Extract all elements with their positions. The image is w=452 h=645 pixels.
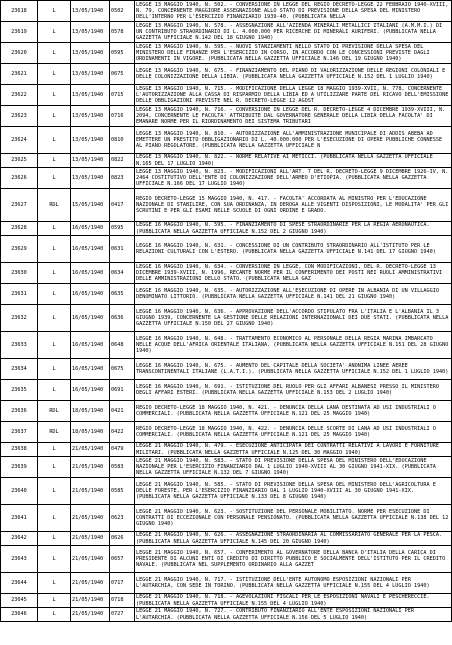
record-id-cell: 23627 xyxy=(1,189,38,222)
act-date-cell: 18/05/1940 xyxy=(71,401,110,422)
act-number-cell: 0636 xyxy=(110,305,135,332)
act-type-cell: L xyxy=(38,64,71,85)
table-row xyxy=(1,43,452,64)
table-row xyxy=(1,478,452,505)
record-id-cell: 23620 xyxy=(1,43,38,64)
act-date-cell: 13/05/1940 xyxy=(71,168,110,189)
act-number-cell: 0716 xyxy=(110,106,135,127)
act-date-cell: 13/05/1940 xyxy=(71,127,110,154)
act-description-cell: LEGGE 21 MAGGIO 1940, N. 717. - ISTITUZIONE DELL'ENTE AUTONOMO ESPOSIZIONI NAZIONALI PER L'AUTARCHIA, CON SEDE IN TORINO. (PUBBLICATA NELLA GAZZETTA UFFICIALE N.155 DEL 4 LUGLIO 1940) xyxy=(135,573,452,594)
act-type-cell: L xyxy=(38,573,71,594)
act-date-cell: 13/05/1940 xyxy=(71,22,110,43)
act-number-cell: 0631 xyxy=(110,236,135,263)
table-row xyxy=(1,573,452,594)
act-date-cell: 13/05/1940 xyxy=(71,154,110,168)
act-description-cell: LEGGE 21 MAGGIO 1940, N. 718. - AGEVOLAZIONI FISCALI PER LE ESPOSIZIONI NAVALI E PESCHERECCIE. (PUBBLICATA NELLA GAZZETTA UFFICIALE N.155 DEL 4 LUGLIO 1940) xyxy=(135,594,452,608)
act-date-cell: 21/05/1940 xyxy=(71,573,110,594)
record-id-cell: 23636 xyxy=(1,401,38,422)
table-row xyxy=(1,127,452,154)
act-date-cell: 16/05/1940 xyxy=(71,359,110,380)
act-date-cell: 16/05/1940 xyxy=(71,284,110,305)
act-number-cell: 0623 xyxy=(110,505,135,532)
act-type-cell: L xyxy=(38,532,71,546)
act-date-cell: 21/05/1940 xyxy=(71,505,110,532)
act-description-cell: LEGGE 21 MAGGIO 1940, N. 727. - CONTRIBUTO FINANZIARIO ALL'ENTE ESPOSIZIONI NAZIONALI PER L'AUTARCHIA. (PUBBLICATA NELLA GAZZETTA UFFICIALE N.156 DEL 5 LUGLIO 1940) xyxy=(135,608,452,622)
act-number-cell: 0648 xyxy=(110,332,135,359)
act-type-cell: L xyxy=(38,332,71,359)
table-row xyxy=(1,401,452,422)
record-id-cell: 23623 xyxy=(1,106,38,127)
act-description-cell: LEGGE 16 MAGGIO 1940, N. 634. - CONVERSIONE IN LEGGE, CON MODIFICAZIONI, DEL R. DECRETO-LEGGE 13 DICEMBRE 1939-XVIII, N. 1996, RECANTE NORME PER IL CONFERIMENTO DEI POSTI NEI RUOLI AMMINISTRATIVI DELLE AMMINISTRAZIONI DELLO STATO. (PUBBLICATA NELLA GAZ xyxy=(135,263,452,284)
act-number-cell: 0715 xyxy=(110,85,135,106)
record-id-cell: 23642 xyxy=(1,532,38,546)
act-number-cell: 0691 xyxy=(110,380,135,401)
record-id-cell: 23630 xyxy=(1,263,38,284)
table-row xyxy=(1,222,452,236)
record-id-cell: 23640 xyxy=(1,478,38,505)
act-date-cell: 13/05/1940 xyxy=(71,64,110,85)
act-type-cell: RDL xyxy=(38,422,71,443)
act-type-cell: L xyxy=(38,546,71,573)
act-date-cell: 16/05/1940 xyxy=(71,263,110,284)
record-id-cell: 23628 xyxy=(1,222,38,236)
act-description-cell: LEGGE 13 MAGGIO 1940, N. 502. - CONVERSIONE IN LEGGE DEL REGIO DECRETO-LEGGE 22 FEBBRAIO 1940-XVIII, N. 79, CONCERNENTE MAGGIORE ASSEGNAZIONE ALLO STATO DI PREVISIONE DELLA SPESA DEL MINISTERO DELL'INTERNO PER L'ESERCIZIO FINANZIARIO 1939-40. (PUBBLICATA NELLA xyxy=(135,1,452,22)
act-date-cell: 16/05/1940 xyxy=(71,222,110,236)
act-type-cell: RDL xyxy=(38,401,71,422)
record-id-cell: 23633 xyxy=(1,332,38,359)
act-date-cell: 18/05/1940 xyxy=(71,422,110,443)
act-type-cell: L xyxy=(38,380,71,401)
act-description-cell: LEGGE 13 MAGGIO 1940, N. 823. - MODIFICAZIONI ALL'ART. 7 DEL R. DECRETO-LEGGE 9 DICEMBRE 1926-IV, N. 2464 COSTITUTIVO DELL'ENTE DI COLONIZZAZIONE DELL'ARMEO D'ETIOPIA. (PUBBLICATA NELLA GAZZETTA UFFICIALE N.166 DEL 17 LUGLIO 1940) xyxy=(135,168,452,189)
act-type-cell: L xyxy=(38,443,71,457)
act-date-cell: 21/05/1940 xyxy=(71,608,110,622)
record-id-cell: 23626 xyxy=(1,168,38,189)
act-date-cell: 13/05/1940 xyxy=(71,43,110,64)
act-description-cell: LEGGE 21 MAGGIO 1940, N. 657. - CONFERIMENTO AL GOVERNATORE DELLA BANCA D'ITALIA DELLA CARICA DI PRESIDENTE DI ALCUNI ENTI DI CREDITO DI DIRITTO PUBBLICO E SOCIALMENTE DELL'ISTITUTO PER IL CREDITO NAVALE. (PUBBLICATA NEL SUPPLEMENTO ORDINARIO ALLA GAZZET xyxy=(135,546,452,573)
act-date-cell: 16/05/1940 xyxy=(71,380,110,401)
table-row xyxy=(1,22,452,43)
record-id-cell: 23618 xyxy=(1,1,38,22)
act-description-cell: LEGGE 21 MAGGIO 1940, N. 623. - SOSTITUZIONE DEL PERSONALE MOBILITATO. NORME PER ESECUZIONE DI CONTRATTI DI ECCEZIONALE CON PERSONALE PENSIONATO. (PUBBLICATA NELLA GAZZETTA UFFICIALE N.138 DEL 12 GIUGNO 1940) xyxy=(135,505,452,532)
act-description-cell: LEGGE 13 MAGGIO 1940, N. 715. - MODIFICAZIONE DELLA LEGGE 18 MAGGIO 1939-XVII, N. 778, CONCERNENTE L'AUTORIZZAZIONE ALLA CASSA DI RISPARMIO DELLA LIBIA ED A UTILIZZARE PARTE DEL RICAVO DELL'EMISSIONE DELLE OBBLIGAZIONI PREVISTE NEL R. DECRETO-LEGGE 12 AGOST xyxy=(135,85,452,106)
act-type-cell: RDL xyxy=(38,189,71,222)
act-description-cell: LEGGE 21 MAGGIO 1940, N. 583. - STATO DI PREVISIONE DELLA SPESA DEL MINISTERO DELL'EDUCAZIONE NAZIONALE PER L'ESERCIZIO FINANZIARIO DAL 1 LUGLIO 1940-XVIII AL 30 GIUGNO 1941-XIX. (PUBBLICATA NELLA GAZZETTA UFFICIALE N.132 DEL 7 GIUGNO 1940) xyxy=(135,457,452,478)
act-description-cell: LEGGE 13 MAGGIO 1940, N. 675. - FINANZIAMENTO DEL PIANO DI VALORIZZAZIONE DELLE REGIONI COLONIALI E DELLE COLONIZZAZIONE DELLA LIBIA. (PUBBLICATA NELLA GAZZETTA UFFICIALE N.152 DEL 1 LUGLIO 1940) xyxy=(135,64,452,85)
act-number-cell: 0718 xyxy=(110,594,135,608)
act-number-cell: 0727 xyxy=(110,608,135,622)
act-type-cell: L xyxy=(38,127,71,154)
act-number-cell: 0717 xyxy=(110,573,135,594)
record-id-cell: 23624 xyxy=(1,127,38,154)
act-date-cell: 13/05/1940 xyxy=(71,85,110,106)
act-number-cell: 0634 xyxy=(110,263,135,284)
act-description-cell: LEGGE 16 MAGGIO 1940, N. 595. - FINANZIAMENTO DI SPESE STRAORDINARIE PER LA REGIA AERONAUTICA. (PUBBLICATA NELLA GAZZETTA UFFICIALE N.152 DEL 2 GIUGNO 1940) xyxy=(135,222,452,236)
table-row xyxy=(1,168,452,189)
act-description-cell: LEGGE 13 MAGGIO 1940, N. 716. - CONVERSIONE IN LEGGE DEL R. DECRETO-LEGGE 4 DICEMBRE 1939-XVIII, N. 2094, CONCERNENTE LE FACOLTA' ATTRIBUITE DAL GOVERNATORE GENERALE DELLA LIBIA DELLA FACOLTA' DI EMANARE NORME PER IL RIORDINAMENTO DEI SISTEMA TRIBUTARI xyxy=(135,106,452,127)
table-row xyxy=(1,505,452,532)
table-row xyxy=(1,305,452,332)
act-number-cell: 0595 xyxy=(110,222,135,236)
table-row xyxy=(1,263,452,284)
act-type-cell: L xyxy=(38,22,71,43)
act-number-cell: 0675 xyxy=(110,64,135,85)
record-id-cell: 23637 xyxy=(1,422,38,443)
table-row xyxy=(1,236,452,263)
act-description-cell: REGIO DECRETO-LEGGE 15 MAGGIO 1940, N. 417. - FACOLTA' ACCORDATA AL MINISTRO PER L'EDUCAZIONE NAZIONALE DI STABILIRE, CON SUA ORDINANZA, IN DEROGA ALLE VIGENTI DISPOSIZIONI, LE MODALITA' PER GLI SCRUTINI E PER GLI ESAMI NELLE SCUOLE DI OGNI ORDINE E GRADO. xyxy=(135,189,452,222)
act-date-cell: 13/05/1940 xyxy=(71,1,110,22)
record-id-cell: 23625 xyxy=(1,154,38,168)
record-id-cell: 23632 xyxy=(1,305,38,332)
act-type-cell: L xyxy=(38,43,71,64)
table-row xyxy=(1,1,452,22)
legislation-table-body xyxy=(1,1,452,622)
act-number-cell: 0421 xyxy=(110,401,135,422)
act-description-cell: LEGGE 16 MAGGIO 1940, N. 635. - AUTORIZZAZIONE ALL'ESECUZIONE DI OPERE IN ALBANIA DI UN VILLAGGIO DENOMINATO LITTORIO. (PUBBLICATA NELLA GAZZETTA UFFICIALE N.141 DEL 21 GIUGNO 1940) xyxy=(135,284,452,305)
table-row xyxy=(1,594,452,608)
table-row xyxy=(1,380,452,401)
record-id-cell: 23619 xyxy=(1,22,38,43)
record-id-cell: 23621 xyxy=(1,64,38,85)
table-row xyxy=(1,532,452,546)
act-description-cell: LEGGE 16 MAGGIO 1940, N. 691. - ISTITUZIONE DEL RUOLO PER GLI AFFARI ALBANESI PRESSO IL MINISTERO DEGLI AFFARI ESTERI. (PUBBLICATA NELLA GAZZETTA UFFICIALE N.153 DEL 2 LUGLIO 1940) xyxy=(135,380,452,401)
record-id-cell: 23635 xyxy=(1,380,38,401)
record-id-cell: 23641 xyxy=(1,505,38,532)
act-number-cell: 0823 xyxy=(110,168,135,189)
act-description-cell: LEGGE 21 MAGGIO 1940, N. 479. - ESECUZIONE ANTICIPATA DEI CONTRATTI RELATIVI A LAVORI E FORNITURE MILITARI. (PUBBLICATA NELLA GAZZETTA UFFICIALE N.125 DEL 30 MAGGIO 1940) xyxy=(135,443,452,457)
act-number-cell: 0810 xyxy=(110,127,135,154)
act-number-cell: 0585 xyxy=(110,478,135,505)
act-number-cell: 0502 xyxy=(110,1,135,22)
act-type-cell: L xyxy=(38,1,71,22)
act-description-cell: LEGGE 13 MAGGIO 1940, N. 810. - AUTORIZZAZIONE ALL'AMMINISTRAZIONE MUNICIPALE DI ADDIS ABEBA AD EMETTERE UN PRESTITO OBBLIGAZIONARIO DI L. 40.000.000 PER L'ESECUZIONE DI OPERE PUBBLICHE CONNESSE AL PIANO REGOLATORE. (PUBBLICATA NELLA GAZZETTA UFFICIALE N xyxy=(135,127,452,154)
act-description-cell: LEGGE 16 MAGGIO 1940, N. 636. - APPROVAZIONE DELL'ACCORDO STIPULATO FRA L'ITALIA E L'ALBANIA IL 3 GIUGNO 1939, CONCERNENTE LA GESTIONE DELLE RELAZIONI INTERNAZIONALI DEI DUE STATI. (PUBBLICATA NELLA GAZZETTA UFFICIALE N.150 DEL 27 GIUGNO 1940) xyxy=(135,305,452,332)
act-type-cell: L xyxy=(38,85,71,106)
act-number-cell: 0657 xyxy=(110,546,135,573)
act-type-cell: L xyxy=(38,263,71,284)
table-row xyxy=(1,85,452,106)
table-row xyxy=(1,608,452,622)
act-date-cell: 16/05/1940 xyxy=(71,236,110,263)
act-type-cell: L xyxy=(38,594,71,608)
act-number-cell: 0479 xyxy=(110,443,135,457)
table-row xyxy=(1,457,452,478)
act-number-cell: 0422 xyxy=(110,422,135,443)
act-type-cell: L xyxy=(38,359,71,380)
act-date-cell: 21/05/1940 xyxy=(71,594,110,608)
record-id-cell: 23644 xyxy=(1,573,38,594)
table-row xyxy=(1,443,452,457)
record-id-cell: 23631 xyxy=(1,284,38,305)
act-description-cell: LEGGE 16 MAGGIO 1940, N. 648. - TRATTAMENTO ECONOMICO AL PERSONALE DELLA REGIA MARINA IMBARCATO NELLE ACQUE DELL'AFRICA ORIENTALE ITALIANA. (PUBBLICATA NELLA GAZZETTA UFFICIALE N.151 DEL 28 GIUGNO 1940) xyxy=(135,332,452,359)
act-description-cell: REGIO DECRETO-LEGGE 18 MAGGIO 1940, N. 422. - DENUNCIA DELLE SCORTE DI LANA AD USI INDUSTRIALI O COMMERCIALI. (PUBBLICATA NELLA GAZZETTA UFFICIALE N.121 DEL 25 MAGGIO 1940) xyxy=(135,422,452,443)
act-date-cell: 15/05/1940 xyxy=(71,189,110,222)
act-description-cell: LEGGE 13 MAGGIO 1940, N. 578. - ASSEGNAZIONE ALL'AZIENDA MINERALI METALLICI ITALIANI (A.M.M.I.) DI UN CONTRIBUTO STRAORDINARIO DI L. 4.000.000 PER RICERCHE DI MINERALI AURIFERI. (PUBBLICATA NELLA GAZZETTA UFFICIALE N.142 DEL 18 GIUGNO 1940) xyxy=(135,22,452,43)
act-type-cell: L xyxy=(38,154,71,168)
act-description-cell: LEGGE 16 MAGGIO 1940, N. 631. - CONCESSIONE DI UN CONTRIBUTO STRAORDINARIO ALL'ISTITUTO PER LE RELAZIONI CULTURALI CON L'ESTERO. (PUBBLICATA NELLA GAZZETTA UFFICIALE N.141 DEL 17 GIUGNO 1940) xyxy=(135,236,452,263)
table-row xyxy=(1,106,452,127)
table-row xyxy=(1,154,452,168)
act-description-cell: LEGGE 13 MAGGIO 1940, N. 822. - NORME RELATIVE AI METICCI. (PUBBLICATA NELLA GAZZETTA UFFICIALE N.165 DEL 17 LUGLIO 1940) xyxy=(135,154,452,168)
act-type-cell: L xyxy=(38,222,71,236)
table-row xyxy=(1,422,452,443)
record-id-cell: 23634 xyxy=(1,359,38,380)
act-type-cell: L xyxy=(38,505,71,532)
act-type-cell: L xyxy=(38,305,71,332)
act-number-cell: 0822 xyxy=(110,154,135,168)
act-number-cell: 0417 xyxy=(110,189,135,222)
record-id-cell: 23646 xyxy=(1,608,38,622)
act-description-cell: LEGGE 13 MAGGIO 1940, N. 595. - NUOVI STANZIAMENTI NELLO STATO DI PREVISIONE DELLA SPESA DEL MINISTERO DELLE FINANZE PER L'ESERCIZIO IN CORSO, IN ACCORDO CON LE CONCESSIONI PREVISTE DAGLI ORDINAMENTI IN VIGORE. (PUBBLICATA NELLA GAZZETTA UFFICIALE N.146 DEL 19 GIUGNO 1940) xyxy=(135,43,452,64)
act-number-cell: 0595 xyxy=(110,43,135,64)
act-description-cell: LEGGE 21 MAGGIO 1940, N. 626. - ASSEGNAZIONE STRAORDINARIA AL COMMISSARIATO GENERALE PER LA PESCA. (PUBBLICATA NELLA GAZZETTA UFFICIALE N.145 DEL 20 GIUGNO 1940) xyxy=(135,532,452,546)
table-row xyxy=(1,359,452,380)
act-type-cell: L xyxy=(38,284,71,305)
act-number-cell: 0578 xyxy=(110,22,135,43)
act-date-cell: 16/05/1940 xyxy=(71,332,110,359)
act-date-cell: 21/05/1940 xyxy=(71,478,110,505)
act-number-cell: 0626 xyxy=(110,532,135,546)
record-id-cell: 23639 xyxy=(1,457,38,478)
act-description-cell: REGIO DECRETO-LEGGE 18 MAGGIO 1940, N. 421. - DENUNCIA DELLA LANA DESTINATA AD USI INDUSTRIALI O COMMERCIALI. (PUBBLICATA NELLA GAZZETTA UFFICIALE N.121 DEL 25 MAGGIO 1940) xyxy=(135,401,452,422)
act-date-cell: 21/05/1940 xyxy=(71,457,110,478)
act-number-cell: 0635 xyxy=(110,284,135,305)
act-date-cell: 21/05/1940 xyxy=(71,532,110,546)
table-row xyxy=(1,332,452,359)
record-id-cell: 23629 xyxy=(1,236,38,263)
act-number-cell: 0583 xyxy=(110,457,135,478)
act-date-cell: 21/05/1940 xyxy=(71,546,110,573)
act-type-cell: L xyxy=(38,608,71,622)
record-id-cell: 23638 xyxy=(1,443,38,457)
act-description-cell: LEGGE 16 MAGGIO 1940, N. 675. - AUMENTO DEL CAPITALE DELLA SOCIETA' ANONIMA LINEE AEREE TRANSCONTINENTALI ITALIANE (L.A.T.I.). (PUBBLICATA NELLA GAZZETTA UFFICIALE N.152 DEL 1 LUGLIO 1940) xyxy=(135,359,452,380)
act-date-cell: 13/05/1940 xyxy=(71,106,110,127)
table-row xyxy=(1,284,452,305)
act-number-cell: 0675 xyxy=(110,359,135,380)
act-type-cell: L xyxy=(38,168,71,189)
table-row xyxy=(1,546,452,573)
table-row xyxy=(1,189,452,222)
record-id-cell: 23622 xyxy=(1,85,38,106)
act-type-cell: L xyxy=(38,457,71,478)
record-id-cell: 23643 xyxy=(1,546,38,573)
act-description-cell: LEGGE 21 MAGGIO 1940, N. 585. - STATO DI PREVISIONE DELLA SPESA DEL MINISTERO DELL'AGRICOLTURA E DELLE FORESTE, PER L'ESERCIZIO FINANZIARIO DAL 1 LUGLIO 1940-XVIII AL 30 GIUGNO 1941-XIX. (PUBBLICATA NELLA GAZZETTA UFFICIALE N.133 DEL 8 GIUGNO 1940) xyxy=(135,478,452,505)
act-date-cell: 16/05/1940 xyxy=(71,305,110,332)
record-id-cell: 23645 xyxy=(1,594,38,608)
act-type-cell: L xyxy=(38,478,71,505)
table-row xyxy=(1,64,452,85)
act-type-cell: L xyxy=(38,106,71,127)
act-date-cell: 21/05/1940 xyxy=(71,443,110,457)
act-type-cell: L xyxy=(38,236,71,263)
